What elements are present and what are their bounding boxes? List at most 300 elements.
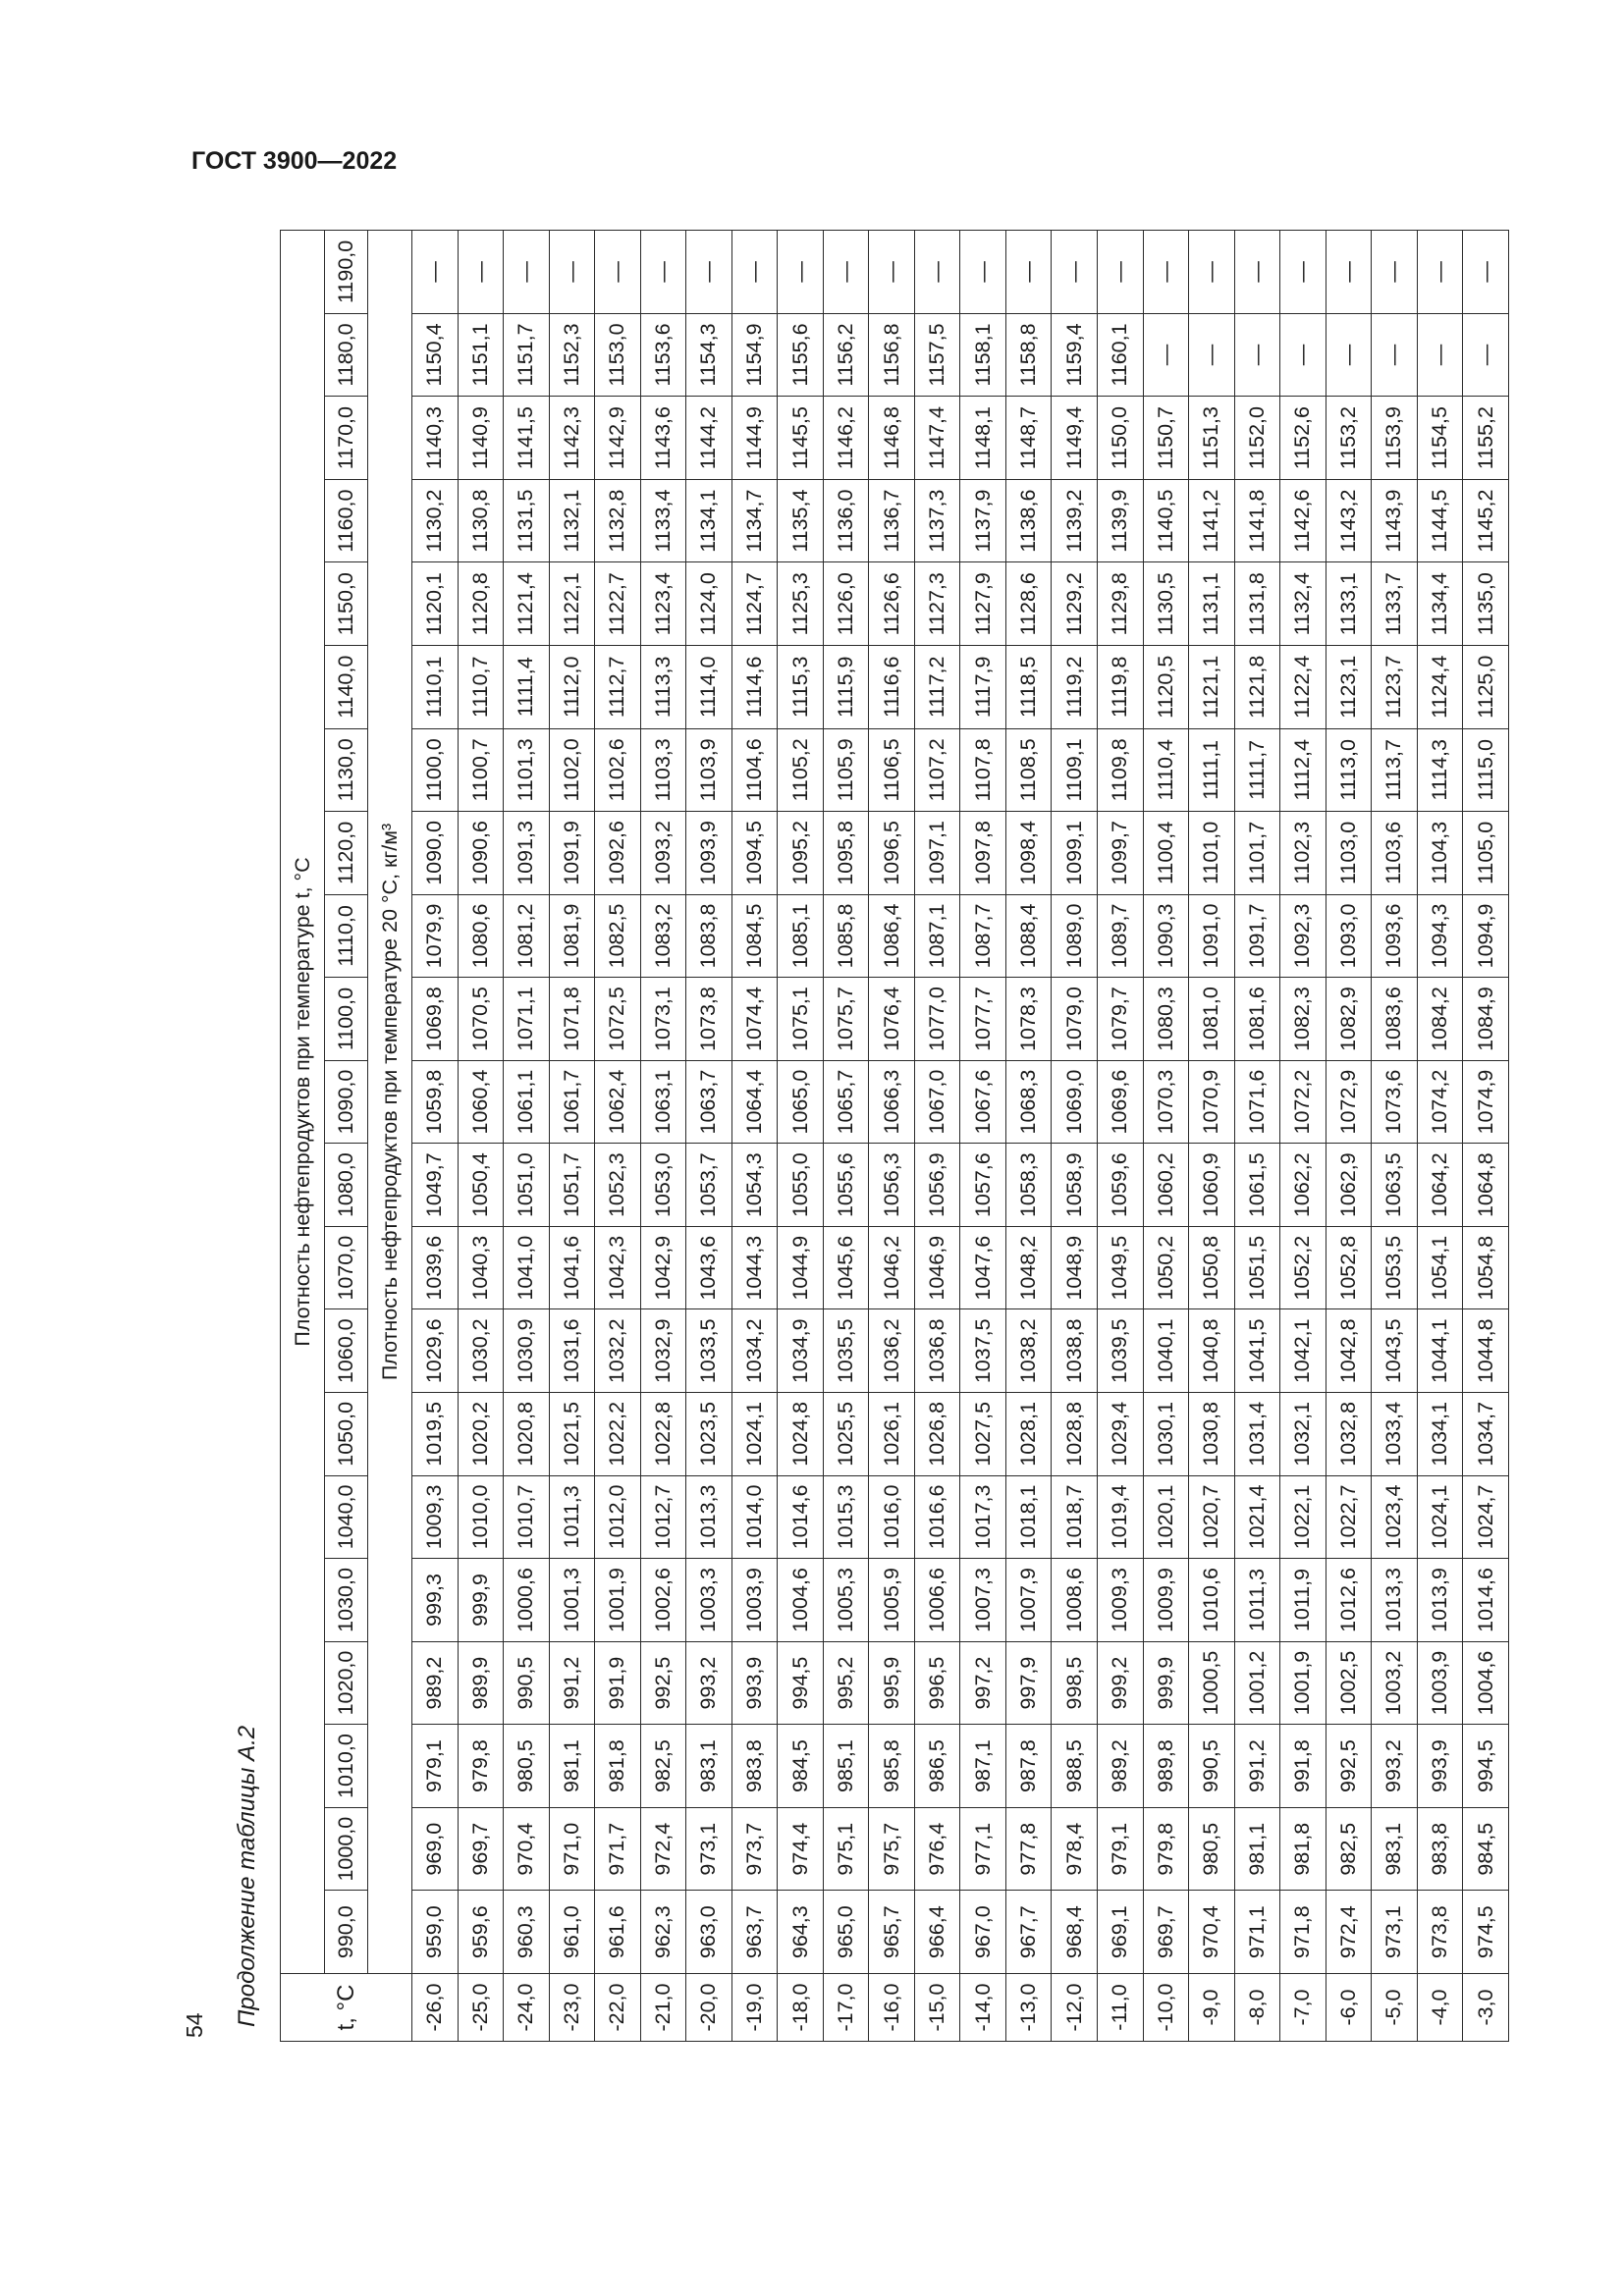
density-cell: 1035,5 — [823, 1309, 869, 1393]
density-cell: 1039,6 — [412, 1226, 459, 1309]
density-cell: 1042,9 — [640, 1226, 686, 1309]
density-cell: 1084,5 — [731, 894, 778, 978]
density-cell: 984,5 — [1463, 1807, 1509, 1891]
density-cell: 1088,4 — [1005, 894, 1052, 978]
density-cell: 1000,6 — [504, 1559, 550, 1642]
density-cell: 980,5 — [1189, 1807, 1235, 1891]
density-cell: 1058,3 — [1005, 1144, 1052, 1227]
density-cell: 1145,2 — [1463, 479, 1509, 562]
density-cell: 1051,5 — [1234, 1226, 1280, 1309]
density-cell: 1030,8 — [1189, 1393, 1235, 1476]
density-cell: 1009,3 — [412, 1475, 459, 1559]
density-cell: 1134,1 — [686, 479, 732, 562]
density-cell: 983,1 — [1372, 1807, 1418, 1891]
density-cell: 1011,9 — [1280, 1559, 1326, 1642]
density-cell: 961,0 — [549, 1891, 595, 1974]
density-cell: 1084,9 — [1463, 978, 1509, 1061]
density-cell: 1102,6 — [595, 728, 641, 812]
density-cell: 984,5 — [778, 1725, 824, 1808]
density-cell: 1032,9 — [640, 1309, 686, 1393]
density-cell: — — [823, 230, 869, 313]
density-cell: 1085,8 — [823, 894, 869, 978]
density-cell: 1049,7 — [412, 1144, 459, 1227]
table-row — [1280, 230, 1326, 2041]
density-cell: 1119,2 — [1052, 646, 1098, 729]
density-cell: — — [1417, 313, 1463, 397]
density-cell: 990,5 — [1189, 1725, 1235, 1808]
density-cell: 981,8 — [1280, 1807, 1326, 1891]
density-cell: 1063,1 — [640, 1060, 686, 1144]
density-cell: 1126,0 — [823, 562, 869, 646]
density-cell: 1100,7 — [458, 728, 504, 812]
density-cell: 991,9 — [595, 1641, 641, 1725]
density-cell: 1014,6 — [1463, 1559, 1509, 1642]
density-cell: 1120,1 — [412, 562, 459, 646]
density-cell: 969,7 — [1143, 1891, 1189, 1974]
density-cell: 1118,5 — [1005, 646, 1052, 729]
density-cell: 997,2 — [960, 1641, 1006, 1725]
density-cell: 1004,6 — [778, 1559, 824, 1642]
density-cell: 1075,7 — [823, 978, 869, 1061]
density-cell: 973,1 — [1372, 1891, 1418, 1974]
density-cell: 1043,6 — [686, 1226, 732, 1309]
density-cell: 1017,3 — [960, 1475, 1006, 1559]
density-cell: 1102,3 — [1280, 812, 1326, 895]
density-cell: 961,6 — [595, 1891, 641, 1974]
density-column-header: 1120,0 — [325, 812, 368, 895]
density-cell: 1115,0 — [1463, 728, 1509, 812]
density-cell: 1149,4 — [1052, 397, 1098, 480]
density-cell: 1112,4 — [1280, 728, 1326, 812]
density-cell: 1070,9 — [1189, 1060, 1235, 1144]
density-cell: 1110,4 — [1143, 728, 1189, 812]
density-cell: 1077,0 — [914, 978, 960, 1061]
density-cell: 1022,1 — [1280, 1475, 1326, 1559]
density-cell: 994,5 — [1463, 1725, 1509, 1808]
density-cell: 1131,8 — [1234, 562, 1280, 646]
density-cell: 1029,4 — [1097, 1393, 1143, 1476]
density-cell: 1111,1 — [1189, 728, 1235, 812]
density-cell: 999,3 — [412, 1559, 459, 1642]
table-row — [1143, 230, 1189, 2041]
density-cell: 983,8 — [731, 1725, 778, 1808]
density-cell: 1073,6 — [1372, 1060, 1418, 1144]
density-cell: 1095,8 — [823, 812, 869, 895]
density-cell: 1080,3 — [1143, 978, 1189, 1061]
density-cell: 1001,9 — [1280, 1641, 1326, 1725]
density-cell: 1020,1 — [1143, 1475, 1189, 1559]
density-cell: 1024,1 — [1417, 1475, 1463, 1559]
density-cell: 995,9 — [869, 1641, 915, 1725]
temperature-cell: -15,0 — [914, 1974, 960, 2042]
density-cell: 1134,4 — [1417, 562, 1463, 646]
density-cell: 1008,6 — [1052, 1559, 1098, 1642]
density-cell: — — [1463, 230, 1509, 313]
density-cell: — — [1143, 230, 1189, 313]
density-column-header: 1140,0 — [325, 646, 368, 729]
density-cell: 1151,1 — [458, 313, 504, 397]
temperature-cell: -11,0 — [1097, 1974, 1143, 2042]
density-column-header: 1110,0 — [325, 894, 368, 978]
density-cell: 1010,0 — [458, 1475, 504, 1559]
density-cell: 1143,2 — [1326, 479, 1372, 562]
table-row — [1372, 230, 1418, 2041]
density-cell: 1143,9 — [1372, 479, 1418, 562]
density-cell: 1055,6 — [823, 1144, 869, 1227]
density-cell: 1079,9 — [412, 894, 459, 978]
density-cell: 989,8 — [1143, 1725, 1189, 1808]
density-cell: 1083,8 — [686, 894, 732, 978]
density-cell: 1041,0 — [504, 1226, 550, 1309]
header-row-densities — [325, 230, 368, 2041]
density-cell: 1040,8 — [1189, 1309, 1235, 1393]
density-cell: 1062,9 — [1326, 1144, 1372, 1227]
density-cell: 1144,2 — [686, 397, 732, 480]
density-cell: 1081,6 — [1234, 978, 1280, 1061]
density-cell: 1106,5 — [869, 728, 915, 812]
density-cell: — — [640, 230, 686, 313]
density-cell: 1133,4 — [640, 479, 686, 562]
density-cell: 1039,5 — [1097, 1309, 1143, 1393]
density-cell: 1040,3 — [458, 1226, 504, 1309]
temperature-cell: -20,0 — [686, 1974, 732, 2042]
density-cell: 972,4 — [640, 1807, 686, 1891]
table-caption: Продолжение таблицы А.2 — [234, 1725, 260, 2027]
table-row — [778, 230, 824, 2041]
density-cell: 1141,5 — [504, 397, 550, 480]
density-cell: 1133,7 — [1372, 562, 1418, 646]
temperature-cell: -18,0 — [778, 1974, 824, 2042]
density-cell: 975,1 — [823, 1807, 869, 1891]
standard-id: ГОСТ 3900—2022 — [191, 147, 398, 175]
density-cell: 1001,2 — [1234, 1641, 1280, 1725]
density-cell: 1044,3 — [731, 1226, 778, 1309]
table-row — [869, 230, 915, 2041]
density-cell: 1153,6 — [640, 313, 686, 397]
density-cell: 979,8 — [458, 1725, 504, 1808]
density-cell: 1124,0 — [686, 562, 732, 646]
density-cell: 1051,0 — [504, 1144, 550, 1227]
density-cell: 971,1 — [1234, 1891, 1280, 1974]
density-cell: 1131,5 — [504, 479, 550, 562]
density-cell: 1069,8 — [412, 978, 459, 1061]
density-cell: 991,8 — [1280, 1725, 1326, 1808]
temperature-cell: -6,0 — [1326, 1974, 1372, 2042]
density-cell: 1064,4 — [731, 1060, 778, 1144]
density-cell: 1083,6 — [1372, 978, 1418, 1061]
density-column-header: 1080,0 — [325, 1144, 368, 1227]
density-cell: 1082,5 — [595, 894, 641, 978]
density-cell: 1044,8 — [1463, 1309, 1509, 1393]
density-cell: 978,4 — [1052, 1807, 1098, 1891]
density-cell: 969,7 — [458, 1807, 504, 1891]
density-cell: 1151,3 — [1189, 397, 1235, 480]
density-cell: 1117,9 — [960, 646, 1006, 729]
density-cell: 1084,2 — [1417, 978, 1463, 1061]
density-cell: 1150,4 — [412, 313, 459, 397]
density-cell: — — [869, 230, 915, 313]
density-cell: — — [1234, 313, 1280, 397]
density-cell: 1094,5 — [731, 812, 778, 895]
density-cell: 982,5 — [640, 1725, 686, 1808]
table-row — [412, 230, 459, 2041]
density-cell: 1044,9 — [778, 1226, 824, 1309]
table-row — [640, 230, 686, 2041]
density-cell: 1078,3 — [1005, 978, 1052, 1061]
density-cell: 1152,3 — [549, 313, 595, 397]
density-cell: — — [1463, 313, 1509, 397]
density-cell: 1013,3 — [1372, 1559, 1418, 1642]
temperature-cell: -10,0 — [1143, 1974, 1189, 2042]
density-cell: — — [1052, 230, 1098, 313]
density-column-header: 1000,0 — [325, 1807, 368, 1891]
density-cell: 1034,1 — [1417, 1393, 1463, 1476]
density-cell: 1080,6 — [458, 894, 504, 978]
density-cell: 1110,7 — [458, 646, 504, 729]
density-cell: 1062,2 — [1280, 1144, 1326, 1227]
density-cell: 1034,7 — [1463, 1393, 1509, 1476]
density-cell: 1063,7 — [686, 1060, 732, 1144]
density-cell: 1000,5 — [1189, 1641, 1235, 1725]
density-cell: 1123,1 — [1326, 646, 1372, 729]
table-row — [1463, 230, 1509, 2041]
density-cell: 1125,0 — [1463, 646, 1509, 729]
density-cell: 967,0 — [960, 1891, 1006, 1974]
density-cell: 1032,8 — [1326, 1393, 1372, 1476]
density-cell: 1042,8 — [1326, 1309, 1372, 1393]
density-cell: 959,6 — [458, 1891, 504, 1974]
density-cell: 1083,2 — [640, 894, 686, 978]
temperature-cell: -23,0 — [549, 1974, 595, 2042]
table-row — [914, 230, 960, 2041]
density-cell: 1028,8 — [1052, 1393, 1098, 1476]
density-cell: 1038,8 — [1052, 1309, 1098, 1393]
density-cell: 1111,7 — [1234, 728, 1280, 812]
density-cell: 1094,3 — [1417, 894, 1463, 978]
density-column-header: 1160,0 — [325, 479, 368, 562]
density-cell: 998,5 — [1052, 1641, 1098, 1725]
density-cell: 1160,1 — [1097, 313, 1143, 397]
density-cell: 1113,7 — [1372, 728, 1418, 812]
density-cell: 1034,9 — [778, 1309, 824, 1393]
density-cell: 1092,3 — [1280, 894, 1326, 978]
density-cell: 1042,1 — [1280, 1309, 1326, 1393]
temperature-unit: , °C — [332, 1984, 359, 2024]
density-cell: 1081,9 — [549, 894, 595, 978]
density-cell: 965,7 — [869, 1891, 915, 1974]
density-cell: 1128,6 — [1005, 562, 1052, 646]
density-cell: 993,9 — [1417, 1725, 1463, 1808]
density-cell: 994,5 — [778, 1641, 824, 1725]
density-cell: 1007,9 — [1005, 1559, 1052, 1642]
density-cell: 1153,2 — [1326, 397, 1372, 480]
density-cell: 962,3 — [640, 1891, 686, 1974]
density-cell: 1016,0 — [869, 1475, 915, 1559]
density-cell: 1052,8 — [1326, 1226, 1372, 1309]
density-cell: 1070,5 — [458, 978, 504, 1061]
density-cell: 1121,4 — [504, 562, 550, 646]
temperature-cell: -8,0 — [1234, 1974, 1280, 2042]
density-cell: 1145,5 — [778, 397, 824, 480]
density-cell: 1010,7 — [504, 1475, 550, 1559]
density-cell: 980,5 — [504, 1725, 550, 1808]
density-cell: 1028,1 — [1005, 1393, 1052, 1476]
density-cell: 1143,6 — [640, 397, 686, 480]
density-cell: 1113,0 — [1326, 728, 1372, 812]
density-cell: 1089,7 — [1097, 894, 1143, 978]
density-cell: 1016,6 — [914, 1475, 960, 1559]
density-cell: 1011,3 — [1234, 1559, 1280, 1642]
density-cell: 1091,9 — [549, 812, 595, 895]
density-cell: 1154,3 — [686, 313, 732, 397]
density-cell: 1012,0 — [595, 1475, 641, 1559]
density-cell: 1107,8 — [960, 728, 1006, 812]
density-cell: 1040,1 — [1143, 1309, 1189, 1393]
density-cell: 1062,4 — [595, 1060, 641, 1144]
density-cell: — — [595, 230, 641, 313]
temperature-cell: -5,0 — [1372, 1974, 1418, 2042]
table-row — [458, 230, 504, 2041]
density-cell: 1101,3 — [504, 728, 550, 812]
temperature-cell: -13,0 — [1005, 1974, 1052, 2042]
temperature-cell: -7,0 — [1280, 1974, 1326, 2042]
density-cell: 1007,3 — [960, 1559, 1006, 1642]
density-cell: 1154,5 — [1417, 397, 1463, 480]
density-cell: 1093,2 — [640, 812, 686, 895]
density-cell: 1018,7 — [1052, 1475, 1098, 1559]
density-cell: 1018,1 — [1005, 1475, 1052, 1559]
density-cell: 960,3 — [504, 1891, 550, 1974]
density-cell: 969,1 — [1097, 1891, 1143, 1974]
table-row — [1005, 230, 1052, 2041]
density-cell: 1003,2 — [1372, 1641, 1418, 1725]
density-cell: 1105,9 — [823, 728, 869, 812]
density-cell: 979,1 — [1097, 1807, 1143, 1891]
density-cell: 1091,0 — [1189, 894, 1235, 978]
density-cell: 1050,2 — [1143, 1226, 1189, 1309]
density-cell: 1077,7 — [960, 978, 1006, 1061]
density-cell: 1030,9 — [504, 1309, 550, 1393]
density-cell: 1138,6 — [1005, 479, 1052, 562]
density-cell: 973,8 — [1417, 1891, 1463, 1974]
density-cell: 1103,0 — [1326, 812, 1372, 895]
density-cell: 1071,1 — [504, 978, 550, 1061]
density-cell: 1119,8 — [1097, 646, 1143, 729]
density-cell: 1151,7 — [504, 313, 550, 397]
density-cell: 1127,3 — [914, 562, 960, 646]
density-cell: 1079,0 — [1052, 978, 1098, 1061]
density-cell: 972,4 — [1326, 1891, 1372, 1974]
density-cell: 1103,9 — [686, 728, 732, 812]
density-cell: 1005,9 — [869, 1559, 915, 1642]
density-cell: 1107,2 — [914, 728, 960, 812]
density-cell: 1046,2 — [869, 1226, 915, 1309]
temperature-cell: -24,0 — [504, 1974, 550, 2042]
density-cell: 1006,6 — [914, 1559, 960, 1642]
density-cell: 1121,8 — [1234, 646, 1280, 729]
density-cell: 1065,7 — [823, 1060, 869, 1144]
temperature-cell: -12,0 — [1052, 1974, 1098, 2042]
density-cell: 1134,7 — [731, 479, 778, 562]
density-cell: 1112,0 — [549, 646, 595, 729]
subheader: Плотность нефтепродуктов при температуре 20 °С, кг/м³ — [368, 230, 412, 1973]
density-cell: 1136,0 — [823, 479, 869, 562]
group-header-text: Плотность нефтепродуктов при температуре — [290, 898, 314, 1347]
density-cell: 1122,4 — [1280, 646, 1326, 729]
density-cell: 1123,4 — [640, 562, 686, 646]
temperature-cell: -4,0 — [1417, 1974, 1463, 2042]
density-cell: 1152,6 — [1280, 397, 1326, 480]
table-row — [731, 230, 778, 2041]
density-cell: 1101,0 — [1189, 812, 1235, 895]
density-cell: — — [1189, 230, 1235, 313]
density-cell: 977,8 — [1005, 1807, 1052, 1891]
density-cell: 1085,1 — [778, 894, 824, 978]
density-cell: 988,5 — [1052, 1725, 1098, 1808]
density-cell: 1032,1 — [1280, 1393, 1326, 1476]
density-cell: 1157,5 — [914, 313, 960, 397]
density-cell: 981,8 — [595, 1725, 641, 1808]
density-cell: 1130,5 — [1143, 562, 1189, 646]
table-row — [1097, 230, 1143, 2041]
density-cell: 966,4 — [914, 1891, 960, 1974]
density-cell: 1048,2 — [1005, 1226, 1052, 1309]
density-column-header: 1190,0 — [325, 230, 368, 313]
density-cell: 971,7 — [595, 1807, 641, 1891]
density-cell: 1117,2 — [914, 646, 960, 729]
density-cell: 1041,6 — [549, 1226, 595, 1309]
density-cell: 1144,5 — [1417, 479, 1463, 562]
density-cell: 1124,4 — [1417, 646, 1463, 729]
density-cell: 1072,9 — [1326, 1060, 1372, 1144]
density-cell: 1072,5 — [595, 978, 641, 1061]
density-cell: 1114,3 — [1417, 728, 1463, 812]
density-cell: 1055,0 — [778, 1144, 824, 1227]
temperature-cell: -25,0 — [458, 1974, 504, 2042]
density-cell: 975,7 — [869, 1807, 915, 1891]
density-cell: 1060,2 — [1143, 1144, 1189, 1227]
page-number: 54 — [182, 2012, 207, 2038]
density-cell: 1132,1 — [549, 479, 595, 562]
density-cell: 991,2 — [549, 1641, 595, 1725]
density-cell: 1114,6 — [731, 646, 778, 729]
density-cell: 1004,6 — [1463, 1641, 1509, 1725]
density-cell: 1095,2 — [778, 812, 824, 895]
density-cell: 1058,9 — [1052, 1144, 1098, 1227]
density-cell: 1153,0 — [595, 313, 641, 397]
density-cell: — — [1005, 230, 1052, 313]
density-cell: 1115,3 — [778, 646, 824, 729]
density-cell: 1144,9 — [731, 397, 778, 480]
density-cell: 1009,3 — [1097, 1559, 1143, 1642]
density-cell: 971,0 — [549, 1807, 595, 1891]
density-cell: 1032,2 — [595, 1309, 641, 1393]
density-cell: 1105,2 — [778, 728, 824, 812]
table-row — [686, 230, 732, 2041]
density-cell: 1100,4 — [1143, 812, 1189, 895]
table-row — [549, 230, 595, 2041]
density-cell: 1057,6 — [960, 1144, 1006, 1227]
density-cell: 1019,5 — [412, 1393, 459, 1476]
density-cell: 1059,6 — [1097, 1144, 1143, 1227]
density-column-header: 1130,0 — [325, 728, 368, 812]
density-cell: 1030,1 — [1143, 1393, 1189, 1476]
density-cell: 1013,3 — [686, 1475, 732, 1559]
density-cell: 1093,6 — [1372, 894, 1418, 978]
density-cell: 986,5 — [914, 1725, 960, 1808]
table-row — [1189, 230, 1235, 2041]
density-cell: 1110,1 — [412, 646, 459, 729]
